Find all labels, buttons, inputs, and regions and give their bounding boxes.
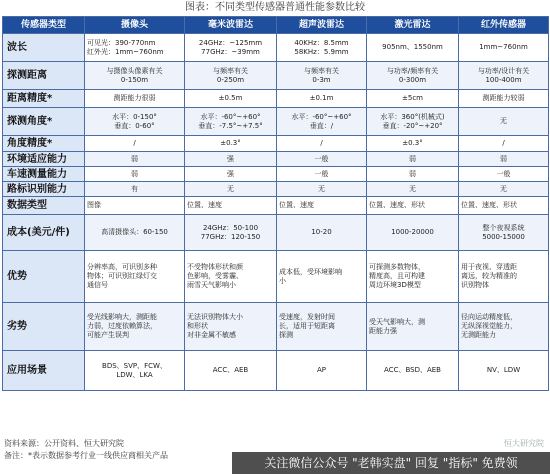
table-row xyxy=(3,34,549,62)
table-row xyxy=(3,182,549,197)
table-cell xyxy=(367,108,459,136)
cell-line: 和形状 xyxy=(187,322,208,330)
row-label: 探测角度* xyxy=(3,108,85,136)
cell-line: 弱 xyxy=(409,154,416,163)
row-label: 数据类型 xyxy=(3,197,85,215)
cell-line: 识别物体 xyxy=(461,281,489,289)
row-label: 劣势 xyxy=(3,303,85,351)
cell-line: 弱 xyxy=(131,169,138,178)
table-cell xyxy=(367,197,459,215)
row-label: 成本(美元/件) xyxy=(3,215,85,251)
cell-line: 无 xyxy=(500,117,507,125)
cell-line: 位置、速度 xyxy=(279,201,314,209)
cell-line: 小 xyxy=(279,276,286,285)
table-cell xyxy=(85,351,185,391)
cell-line: 40KHz：8.5mm xyxy=(294,38,349,47)
table-cell xyxy=(85,34,185,62)
table-row xyxy=(3,152,549,167)
cell-line: 垂直：-7.5°~+7.5° xyxy=(198,121,263,130)
table-cell xyxy=(367,62,459,90)
table-cell xyxy=(277,136,367,152)
cell-line: 垂直：/ xyxy=(309,121,334,130)
cell-line: 24GHz：~125mm xyxy=(198,38,263,47)
table-row xyxy=(3,303,549,351)
cell-line: ±0.3° xyxy=(402,139,423,147)
table-cell xyxy=(277,215,367,251)
table-cell xyxy=(367,167,459,182)
cell-line: ACC、AEB xyxy=(212,366,249,374)
cell-line: / xyxy=(502,139,505,147)
table-cell xyxy=(277,167,367,182)
table-cell xyxy=(185,182,277,197)
table-cell xyxy=(185,215,277,251)
table-cell xyxy=(185,62,277,90)
cell-line: ±5cm xyxy=(402,94,423,102)
table-cell xyxy=(459,90,549,108)
cell-line: BDS、SVP、FCW、 xyxy=(102,361,167,370)
cell-line: 弱 xyxy=(500,154,507,163)
cell-line: 高清摄像头：60-150 xyxy=(101,228,168,236)
cell-line: 无纵深视觉能力， xyxy=(461,322,517,330)
cell-line: 1000-20000 xyxy=(391,228,434,236)
table-cell xyxy=(185,108,277,136)
table-cell xyxy=(85,136,185,152)
row-label: 优势 xyxy=(3,251,85,303)
header-mmwave-radar: 毫米波雷达 xyxy=(185,17,277,34)
cell-line: 一般 xyxy=(314,154,329,163)
table-cell xyxy=(367,251,459,303)
table-cell xyxy=(277,62,367,90)
table-cell xyxy=(367,136,459,152)
cell-line: 有 xyxy=(131,184,138,193)
watermark: 恒大研究院 xyxy=(504,439,544,448)
table-cell xyxy=(367,351,459,391)
table-row xyxy=(3,108,549,136)
cell-line: ACC、BSD、AEB xyxy=(384,366,441,374)
table-cell xyxy=(185,303,277,351)
table-cell xyxy=(277,197,367,215)
cell-line: AP xyxy=(316,366,326,374)
cell-line: 弱 xyxy=(131,154,138,163)
cell-line: ±0.3° xyxy=(220,139,241,147)
cell-line: 与频率有关 xyxy=(304,66,339,75)
chart-title: 图表：不同类型传感器普通性能参数比较 xyxy=(185,2,365,13)
cell-line: 0-150m xyxy=(120,75,149,84)
cell-line: 色影响，受雾霾、 xyxy=(187,272,243,280)
table-cell xyxy=(85,303,185,351)
table-cell xyxy=(277,90,367,108)
header-lidar: 激光雷达 xyxy=(367,17,459,34)
cell-line: 水平：0-150° xyxy=(112,112,157,121)
cell-line: ±0.1m xyxy=(309,94,334,102)
cell-line: 周边环境3D模型 xyxy=(369,281,421,289)
table-cell xyxy=(85,197,185,215)
cell-line: 不受物体形状和颜 xyxy=(187,263,243,271)
cell-line: 测距能力较弱 xyxy=(482,94,525,102)
table-cell xyxy=(459,197,549,215)
cell-line: 图像 xyxy=(87,201,101,209)
cell-line: LDW、LKA xyxy=(116,370,153,379)
cell-line: 77GHz：120-150 xyxy=(200,232,261,241)
table-cell xyxy=(185,351,277,391)
cell-line: 与功率/设计有关 xyxy=(477,66,530,75)
table-row xyxy=(3,90,549,108)
cell-line: 5000-15000 xyxy=(482,232,525,241)
table-cell xyxy=(459,182,549,197)
table-cell xyxy=(85,108,185,136)
table-cell xyxy=(459,152,549,167)
cell-line: 成本低，受环境影响 xyxy=(279,267,342,276)
row-label: 应用场景 xyxy=(3,351,85,391)
table-cell xyxy=(367,182,459,197)
table-row xyxy=(3,215,549,251)
table-cell xyxy=(367,303,459,351)
cell-line: 长，适用于短距离 xyxy=(279,322,335,330)
table-cell xyxy=(185,167,277,182)
cell-line: 垂直：-20°~+20° xyxy=(382,121,443,130)
cell-line: 对非金属不敏感 xyxy=(187,331,236,339)
header-infrared-sensor: 红外传感器 xyxy=(459,17,549,34)
table-cell xyxy=(85,167,185,182)
table-row xyxy=(3,351,549,391)
cell-line: ±0.5m xyxy=(218,94,243,102)
cell-line: 0-3m xyxy=(312,75,331,84)
cell-line: 无 xyxy=(318,184,325,193)
cell-line: 水平：-60°~+60° xyxy=(291,112,352,121)
cell-line: 905nm、1550nm xyxy=(382,43,443,51)
cell-line: 与频率有关 xyxy=(213,66,248,75)
table-cell xyxy=(277,351,367,391)
row-label: 距离精度* xyxy=(3,90,85,108)
cell-line: 受天气影响大，测 xyxy=(369,317,425,326)
data-note: 备注：*表示数据参考行业一线供应商相关产品 xyxy=(4,451,168,460)
cell-line: 无 xyxy=(500,184,507,193)
cell-line: 强 xyxy=(227,154,234,163)
table-cell xyxy=(185,152,277,167)
cell-line: 无法识别物体大小 xyxy=(187,313,243,321)
table-cell xyxy=(459,167,549,182)
cell-line: 物体；可识别红绿灯交 xyxy=(87,272,157,280)
table-row xyxy=(3,136,549,152)
table-cell xyxy=(85,182,185,197)
cell-line: 58KHz：5.9mm xyxy=(294,47,349,56)
promo-banner: 关注微信公众号 "老韩实盘" 回复 "指标" 免费领 xyxy=(232,452,550,474)
cell-line: 精度高，且可构建 xyxy=(369,272,425,280)
cell-line: / xyxy=(320,139,323,147)
row-label: 探测距离 xyxy=(3,62,85,90)
table-cell xyxy=(367,34,459,62)
cell-line: 探测 xyxy=(279,331,293,339)
cell-line: 测距能力很弱 xyxy=(113,94,156,102)
table-cell xyxy=(85,215,185,251)
table-row xyxy=(3,251,549,303)
table-cell xyxy=(459,303,549,351)
table-cell xyxy=(459,251,549,303)
table-cell xyxy=(85,90,185,108)
table-cell xyxy=(459,215,549,251)
cell-line: 分辨率高，可识别多种 xyxy=(87,263,157,271)
table-cell xyxy=(277,251,367,303)
cell-line: 径向运动精度低， xyxy=(461,313,517,321)
table-cell xyxy=(459,351,549,391)
table-cell xyxy=(459,62,549,90)
cell-line: 可能产生误判 xyxy=(87,331,129,339)
table-cell xyxy=(459,136,549,152)
cell-line: 水平：-60°~+60° xyxy=(200,112,261,121)
cell-line: 受光线影响大，测距能 xyxy=(87,313,157,321)
cell-line: 雨雪天气影响小 xyxy=(187,281,236,289)
table-row xyxy=(3,62,549,90)
row-label: 波长 xyxy=(3,34,85,62)
table-cell xyxy=(85,152,185,167)
row-label: 路标识别能力 xyxy=(3,182,85,197)
cell-line: 10-20 xyxy=(311,228,332,236)
table-cell xyxy=(85,251,185,303)
table-cell xyxy=(277,303,367,351)
cell-line: 位置、速度 xyxy=(187,201,222,209)
cell-line: 无 xyxy=(409,184,416,193)
table-cell xyxy=(277,152,367,167)
cell-line: 一般 xyxy=(314,169,329,178)
cell-line: 无测距能力 xyxy=(461,331,496,339)
table-cell xyxy=(185,34,277,62)
cell-line: 距能力强 xyxy=(369,326,397,335)
cell-line: 0-250m xyxy=(216,75,245,84)
cell-line: 24GHz：50-100 xyxy=(202,223,259,232)
cell-line: 弱 xyxy=(409,169,416,178)
cell-line: 与摄像头像素有关 xyxy=(106,66,163,75)
table-cell xyxy=(367,215,459,251)
cell-line: 可探测多数物体， xyxy=(369,263,425,271)
table-cell xyxy=(367,152,459,167)
cell-line: NV、LDW xyxy=(486,366,521,374)
row-label: 环境适应能力 xyxy=(3,152,85,167)
cell-line: 与功率/频率有关 xyxy=(386,66,439,75)
header-camera: 摄像头 xyxy=(85,17,185,34)
header-ultrasonic-radar: 超声波雷达 xyxy=(277,17,367,34)
cell-line: 100-400m xyxy=(485,75,522,84)
table-cell xyxy=(277,182,367,197)
table-cell xyxy=(367,90,459,108)
table-cell xyxy=(459,108,549,136)
sensor-comparison-table xyxy=(2,16,549,391)
table-cell xyxy=(185,251,277,303)
table-cell xyxy=(85,62,185,90)
cell-line: 受速度，发射时间 xyxy=(279,313,335,321)
cell-line: 整个夜视系统 xyxy=(482,223,525,232)
cell-line: 无 xyxy=(227,184,234,193)
cell-line: 1mm~760nm xyxy=(479,43,528,51)
cell-line: 垂直：0-60° xyxy=(114,121,155,130)
cell-line: 77GHz：~39mm xyxy=(201,47,260,56)
header-sensor-type: 传感器类型 xyxy=(3,17,85,34)
table-row xyxy=(3,197,549,215)
cell-line: / xyxy=(133,139,136,147)
table-cell xyxy=(459,34,549,62)
table-body xyxy=(3,34,549,391)
table-cell xyxy=(277,34,367,62)
cell-line: 强 xyxy=(227,169,234,178)
cell-line: 水平：360°(机械式) xyxy=(380,112,445,121)
table-cell xyxy=(277,108,367,136)
source-note: 资料来源：公开资料、恒大研究院 xyxy=(4,439,124,448)
cell-line: 离远，较为精准的 xyxy=(461,272,517,280)
row-label: 车速测量能力 xyxy=(3,167,85,182)
cell-line: 位置、速度、形状 xyxy=(369,201,425,209)
cell-line: 一般 xyxy=(496,169,511,178)
header-row xyxy=(3,17,549,34)
row-label: 角度精度* xyxy=(3,136,85,152)
table-cell xyxy=(185,197,277,215)
cell-line: 红外光：1mm~760nm xyxy=(87,47,164,56)
table-cell xyxy=(185,90,277,108)
cell-line: 通信号 xyxy=(87,281,108,289)
cell-line: 0-300m xyxy=(398,75,427,84)
cell-line: 用于夜视、穿透距 xyxy=(461,263,517,271)
table-row xyxy=(3,167,549,182)
cell-line: 力弱，过度依赖算法， xyxy=(87,322,157,330)
table-cell xyxy=(185,136,277,152)
cell-line: 可见光：390-770nm xyxy=(87,38,156,47)
cell-line: 位置、速度、形状 xyxy=(461,201,517,209)
